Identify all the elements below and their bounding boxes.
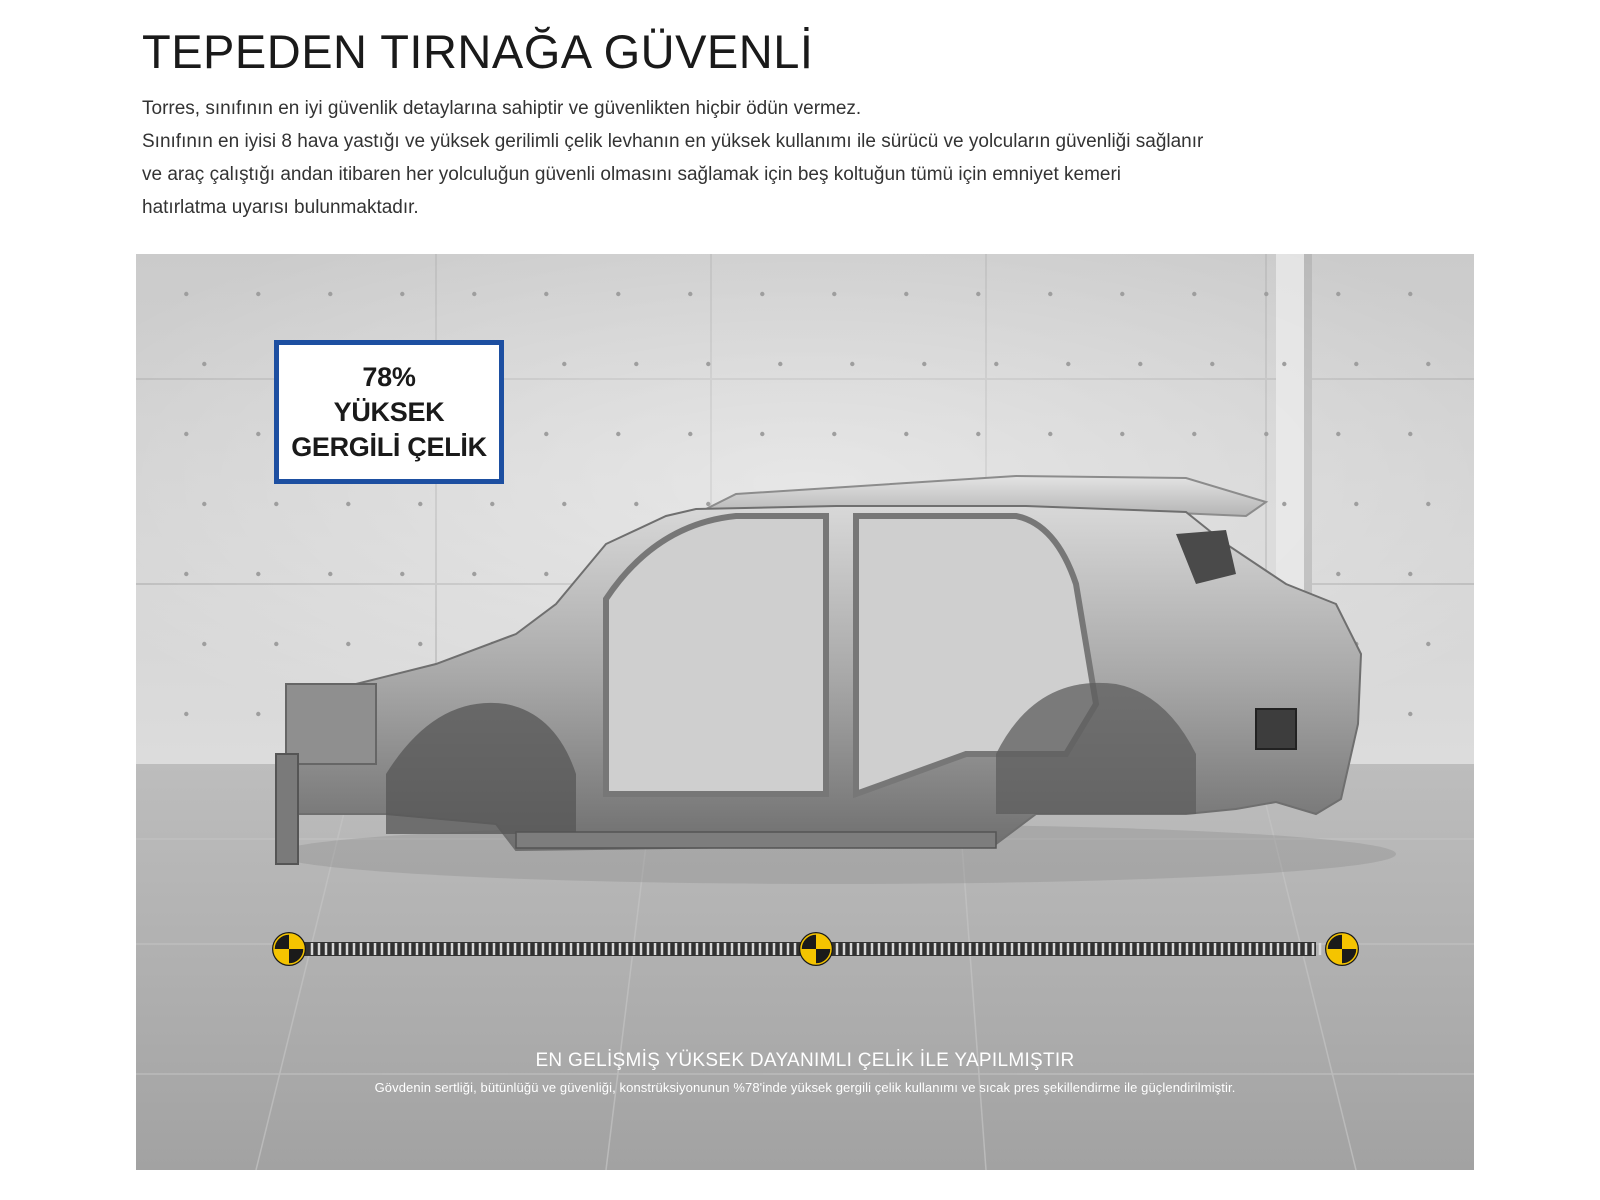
hero-caption — [136, 1050, 1474, 1095]
hero-image — [136, 254, 1474, 1170]
badge-line-1: YÜKSEK — [333, 396, 445, 427]
page-title: TEPEDEN TIRNAĞA GÜVENLİ — [142, 25, 814, 78]
crash-test-target-icon — [799, 932, 833, 966]
intro-text — [142, 92, 1302, 224]
caption-subtitle: Gövdenin sertliği, bütünlüğü ve güvenliği, konstrüksiyonunun %78'inde yüksek gergili çelik kullanımı ve sıcak pres şekillendirme ile güçlendirilmiştir. — [374, 1080, 1236, 1095]
crash-test-target-icon — [272, 932, 306, 966]
intro-line: Torres, sınıfının en iyi güvenlik detaylarına sahiptir ve güvenlikten hiçbir ödün vermez. — [142, 98, 862, 119]
intro-line: hatırlatma uyarısı bulunmaktadır. — [142, 197, 419, 218]
intro-line: Sınıfının en iyisi 8 hava yastığı ve yüksek gerilimli çelik levhanın en yüksek kullanımı ile sürücü ve yolcuların güvenliği sağlanır — [142, 131, 1204, 152]
badge-line-2: GERGİLİ ÇELİK — [291, 431, 487, 462]
badge-percent: 78% — [362, 361, 416, 392]
intro-line: ve araç çalıştığı andan itibaren her yolculuğun güvenli olmasını sağlamak için beş koltuğun tümü için emniyet kemeri — [142, 164, 1122, 185]
caption-title: EN GELİŞMİŞ YÜKSEK DAYANIMLI ÇELİK İLE YAPILMIŞTIR — [535, 1050, 1075, 1071]
crash-test-target-icon — [1325, 932, 1359, 966]
high-strength-steel-badge — [274, 340, 504, 484]
